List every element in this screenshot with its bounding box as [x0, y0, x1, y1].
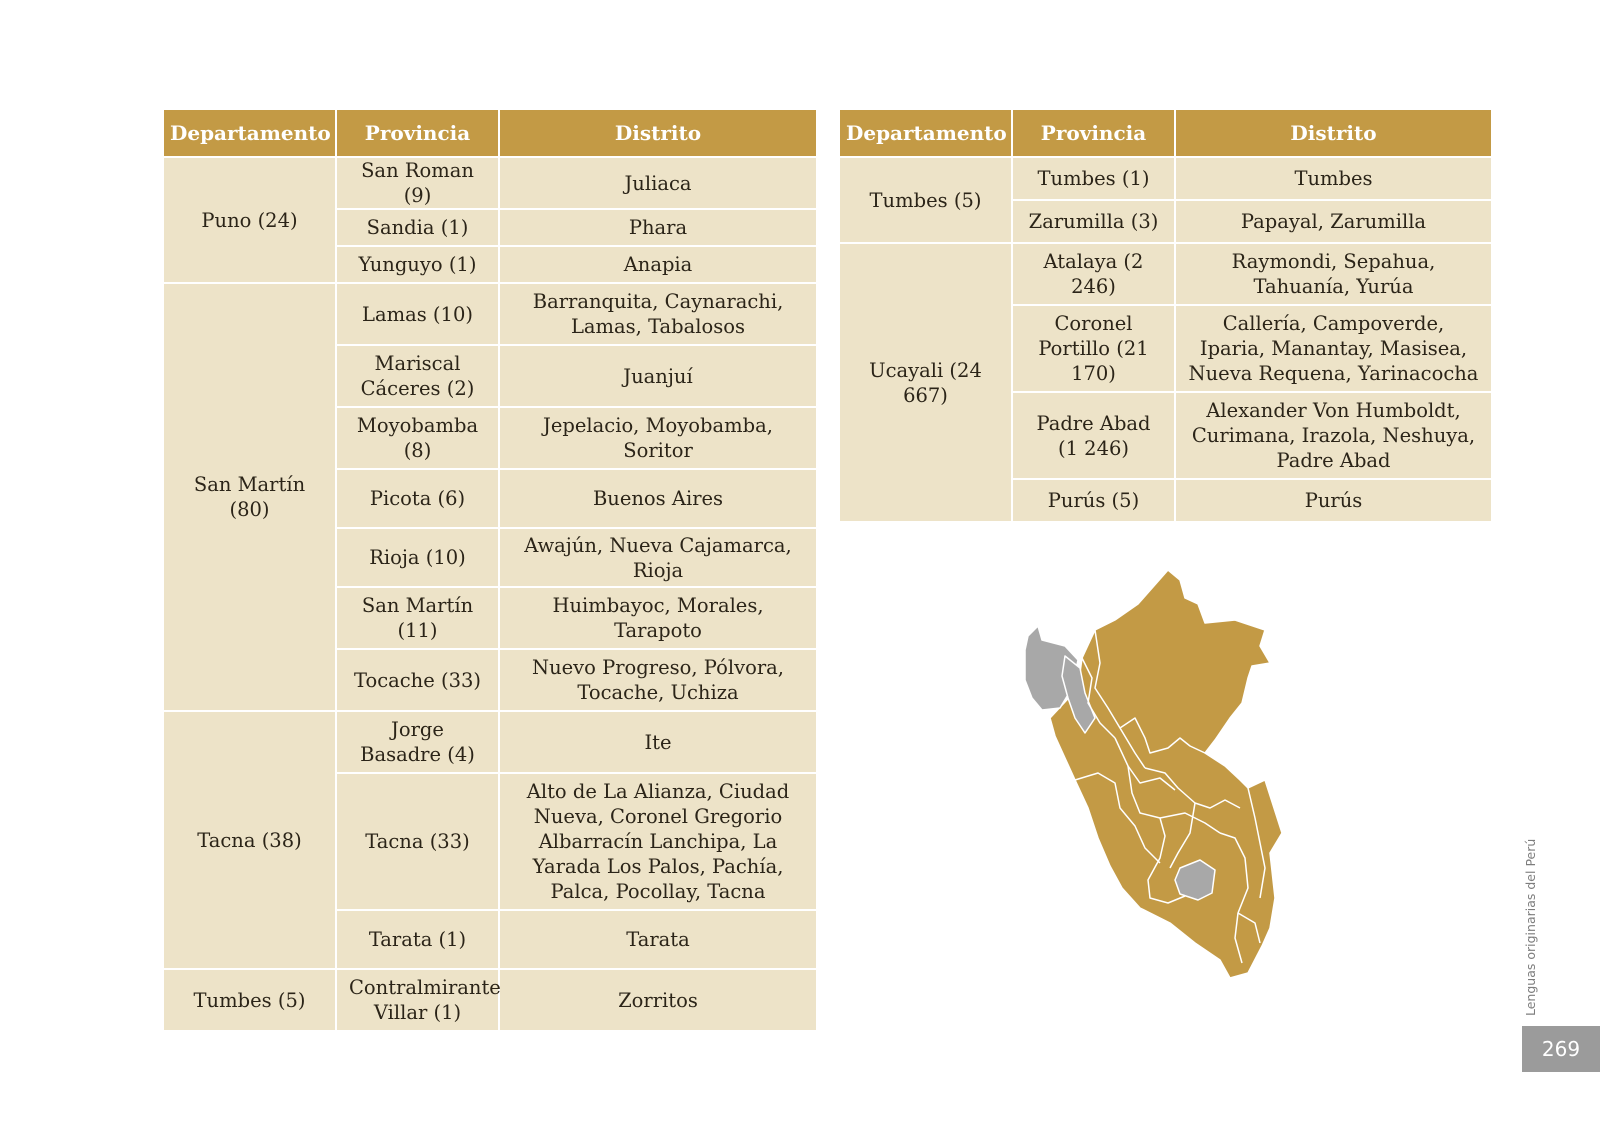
header-departamento: Departamento: [839, 109, 1012, 157]
table-row: [163, 157, 817, 209]
provincia-cell: San Roman (9): [336, 157, 499, 209]
distrito-cell: Juliaca: [499, 157, 817, 209]
districts-table-right: [838, 108, 1493, 523]
distrito-cell: Nuevo Progreso, Pólvora, Tocache, Uchiza: [499, 649, 817, 711]
table-row: [163, 283, 817, 345]
provincia-cell: Rioja (10): [336, 528, 499, 587]
distrito-cell: Huimbayoc, Morales, Tarapoto: [499, 587, 817, 649]
table-row: [163, 711, 817, 773]
distrito-cell: Zorritos: [499, 969, 817, 1031]
departamento-cell: Tumbes (5): [163, 969, 336, 1031]
header-provincia: Provincia: [1012, 109, 1175, 157]
running-title: Lenguas originarias del Perú: [1523, 838, 1538, 1016]
provincia-cell: Lamas (10): [336, 283, 499, 345]
distrito-cell: Tumbes: [1175, 157, 1492, 200]
table-row: [163, 969, 817, 1031]
distrito-cell: Papayal, Zarumilla: [1175, 200, 1492, 243]
provincia-cell: Atalaya (2 246): [1012, 243, 1175, 305]
provincia-cell: Moyobamba (8): [336, 407, 499, 469]
peru-map-icon: [1020, 568, 1320, 998]
distrito-cell: Purús: [1175, 479, 1492, 522]
provincia-cell: Contralmirante Villar (1): [336, 969, 499, 1031]
distrito-cell: Tarata: [499, 910, 817, 969]
districts-table-left: [162, 108, 818, 1032]
provincia-cell: Tarata (1): [336, 910, 499, 969]
departamento-cell: San Martín (80): [163, 283, 336, 711]
provincia-cell: Purús (5): [1012, 479, 1175, 522]
provincia-cell: Padre Abad (1 246): [1012, 392, 1175, 479]
provincia-cell: Sandia (1): [336, 209, 499, 246]
distrito-cell: Phara: [499, 209, 817, 246]
provincia-cell: Tocache (33): [336, 649, 499, 711]
distrito-cell: Awajún, Nueva Cajamarca, Rioja: [499, 528, 817, 587]
departamento-cell: Tumbes (5): [839, 157, 1012, 243]
distrito-cell: Barranquita, Caynarachi, Lamas, Tabalosos: [499, 283, 817, 345]
header-distrito: Distrito: [1175, 109, 1492, 157]
distrito-cell: Ite: [499, 711, 817, 773]
provincia-cell: San Martín (11): [336, 587, 499, 649]
table-row: [839, 243, 1492, 305]
distrito-cell: Anapia: [499, 246, 817, 283]
table-header-row: [839, 109, 1492, 157]
header-provincia: Provincia: [336, 109, 499, 157]
distrito-cell: Alto de La Alianza, Ciudad Nueva, Coronel Gregorio Albarracín Lanchipa, La Yarada Los Palos, Pachía, Palca, Pocollay, Tacna: [499, 773, 817, 910]
distrito-cell: Alexander Von Humboldt, Curimana, Irazola, Neshuya, Padre Abad: [1175, 392, 1492, 479]
departamento-cell: Tacna (38): [163, 711, 336, 969]
header-departamento: Departamento: [163, 109, 336, 157]
provincia-cell: Coronel Portillo (21 170): [1012, 305, 1175, 392]
distrito-cell: Juanjuí: [499, 345, 817, 407]
provincia-cell: Picota (6): [336, 469, 499, 528]
distrito-cell: Jepelacio, Moyobamba, Soritor: [499, 407, 817, 469]
distrito-cell: Raymondi, Sepahua, Tahuanía, Yurúa: [1175, 243, 1492, 305]
provincia-cell: Yunguyo (1): [336, 246, 499, 283]
header-distrito: Distrito: [499, 109, 817, 157]
distrito-cell: Buenos Aires: [499, 469, 817, 528]
provincia-cell: Zarumilla (3): [1012, 200, 1175, 243]
distrito-cell: Callería, Campoverde, Iparia, Manantay, Masisea, Nueva Requena, Yarinacocha: [1175, 305, 1492, 392]
provincia-cell: Tacna (33): [336, 773, 499, 910]
provincia-cell: Jorge Basadre (4): [336, 711, 499, 773]
page-number: 269: [1522, 1026, 1600, 1072]
table-header-row: [163, 109, 817, 157]
provincia-cell: Tumbes (1): [1012, 157, 1175, 200]
table-row: [839, 157, 1492, 200]
departamento-cell: Puno (24): [163, 157, 336, 283]
provincia-cell: Mariscal Cáceres (2): [336, 345, 499, 407]
departamento-cell: Ucayali (24 667): [839, 243, 1012, 522]
